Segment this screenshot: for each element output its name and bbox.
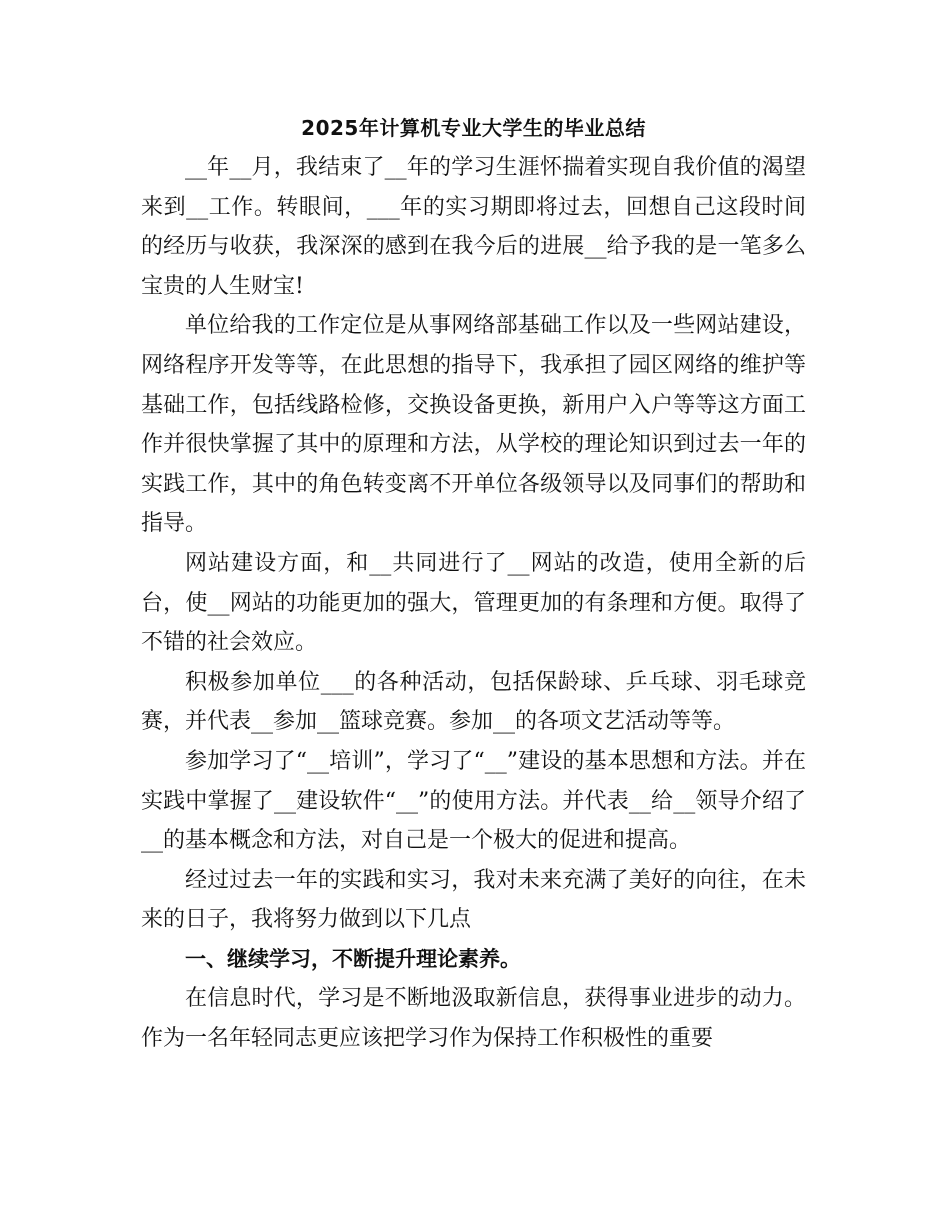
paragraph-intro: __年__月，我结束了__年的学习生涯怀揣着实现自我价值的渴望来到__工作。转眼间，___年的实习期即将过去，回想自己这段时间的经历与收获，我深深的感到在我今后的进展__给予我的是一笔多么宝贵的人生财宝!: [141, 155, 806, 299]
paragraph-learning: 在信息时代，学习是不断地汲取新信息，获得事业进步的动力。作为一名年轻同志更应该把学习作为保持工作积极性的重要: [141, 986, 806, 1052]
paragraph-training: 参加学习了“__培训”，学习了“__”建设的基本思想和方法。并在实践中掌握了__建设软件“__”的使用方法。并代表__给__领导介绍了__的基本概念和方法，对自己是一个极大的促进和提高。: [141, 748, 806, 854]
document-title: 2025年计算机专业大学生的毕业总结: [301, 116, 646, 140]
paragraph-activities: 积极参加单位___的各种活动，包括保龄球、乒乓球、羽毛球竞赛，并代表__参加__篮球竞赛。参加__的各项文艺活动等等。: [141, 669, 806, 735]
document-page: [141, 110, 806, 1059]
paragraph-job-role: 单位给我的工作定位是从事网络部基础工作以及一些网站建设，网络程序开发等等，在此思想的指导下，我承担了园区网络的维护等基础工作，包括线路检修，交换设备更换，新用户入户等等这方面工作并很快掌握了其中的原理和方法，从学校的理论知识到过去一年的实践工作，其中的角色转变离不开单位各级领导以及同事们的帮助和指导。: [141, 313, 806, 537]
paragraph-website: 网站建设方面，和__共同进行了__网站的改造，使用全新的后台，使__网站的功能更加的强大，管理更加的有条理和方便。取得了不错的社会效应。: [141, 550, 806, 656]
paragraph-outlook: 经过过去一年的实践和实习，我对未来充满了美好的向往，在未来的日子，我将努力做到以下几点: [141, 867, 806, 933]
section-heading: 一、继续学习，不断提升理论素养。: [185, 946, 521, 971]
